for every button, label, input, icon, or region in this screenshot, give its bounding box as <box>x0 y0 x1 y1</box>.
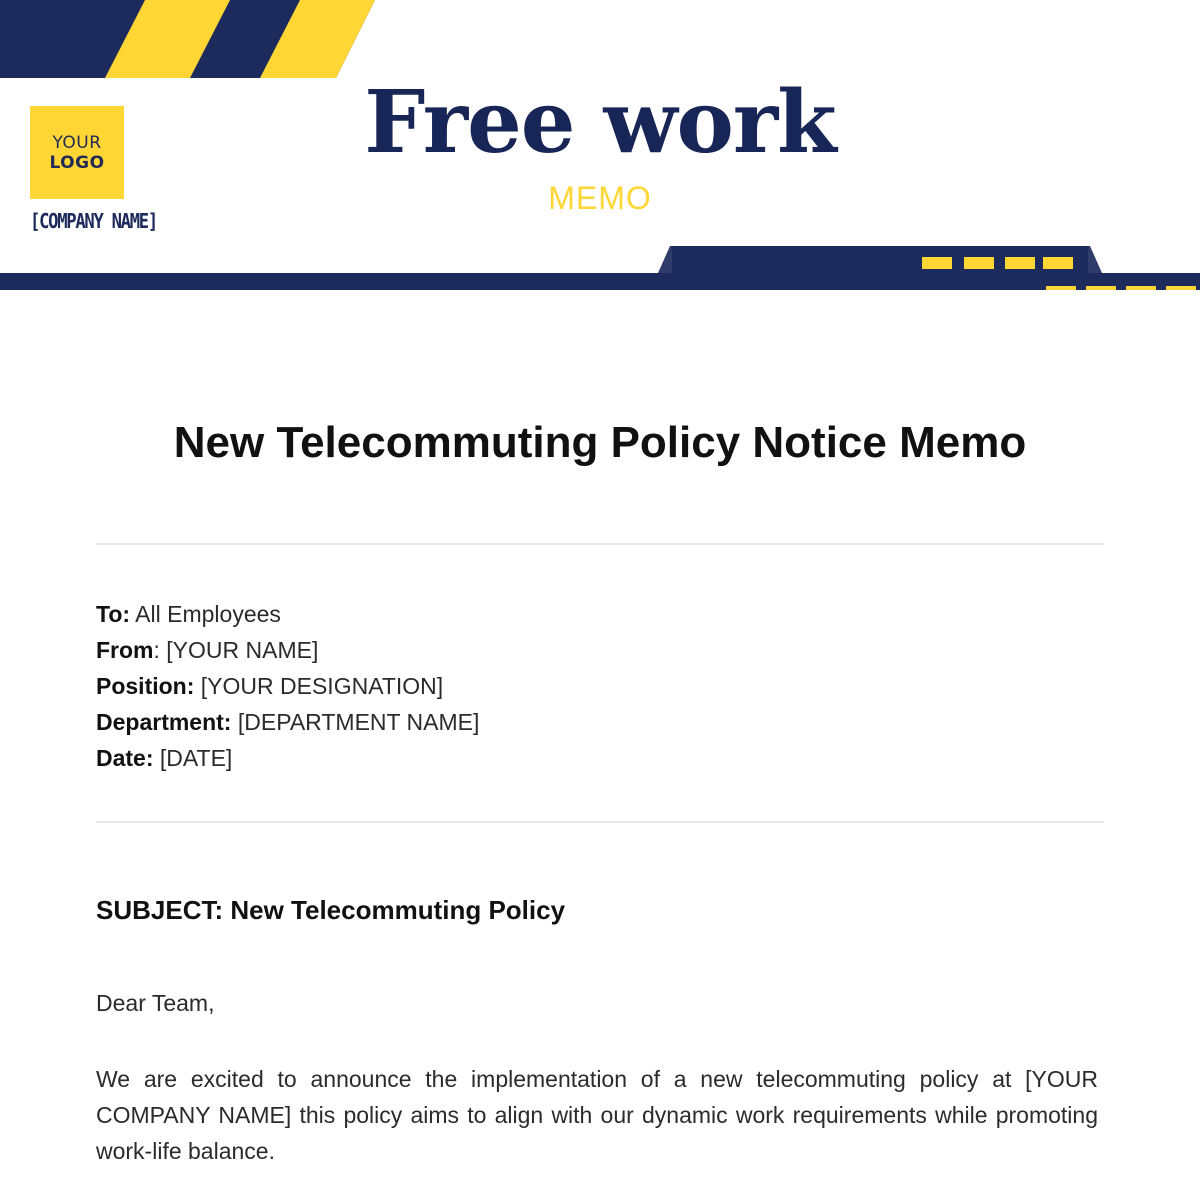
field-value: [DATE] <box>153 745 233 771</box>
bottom-band-navy <box>0 273 1200 290</box>
logo-text-line1: YOUR <box>52 132 102 153</box>
field-from <box>96 632 479 668</box>
band-dash-3 <box>1126 286 1156 290</box>
field-label: Department: <box>96 709 232 735</box>
memo-fields <box>96 596 479 776</box>
tab-dash-3 <box>1005 257 1035 269</box>
field-department <box>96 704 479 740</box>
tab-dash-4 <box>1043 257 1073 269</box>
field-label: From <box>96 637 154 663</box>
logo-text-line2: LOGO <box>49 152 105 173</box>
memo-greeting: Dear Team, <box>96 990 215 1016</box>
field-date <box>96 740 479 776</box>
tab-dash-1 <box>922 257 952 269</box>
band-dash-2 <box>1086 286 1116 290</box>
document-title: New Telecommuting Policy Notice Memo <box>173 418 1027 467</box>
brand-subtitle: MEMO <box>548 180 652 216</box>
memo-body-paragraph: We are excited to announce the implementation of a new telecommuting policy at [YOUR COMPANY NAME] this policy aims to align with our dynamic work requirements while promoting work-life balance. <box>96 1066 1098 1164</box>
field-value: [YOUR DESIGNATION] <box>194 673 444 699</box>
memo-header <box>0 0 1200 295</box>
company-name: [COMPANY NAME] <box>30 209 157 233</box>
tab-dash-2 <box>964 257 994 269</box>
field-label: Position: <box>96 673 195 699</box>
memo-subject: SUBJECT: New Telecommuting Policy <box>96 895 566 925</box>
field-value: [DEPARTMENT NAME] <box>231 709 480 735</box>
brand-title: Free work <box>364 72 836 173</box>
band-dash-1 <box>1046 286 1076 290</box>
divider-top <box>96 543 1104 545</box>
field-to <box>96 596 479 632</box>
field-value: All Employees <box>130 601 281 627</box>
band-dash-4 <box>1166 286 1196 290</box>
divider-bottom <box>96 821 1104 823</box>
field-position <box>96 668 479 704</box>
field-label: Date: <box>96 745 154 771</box>
field-label: To: <box>96 601 131 627</box>
field-value: : [YOUR NAME] <box>153 637 319 663</box>
